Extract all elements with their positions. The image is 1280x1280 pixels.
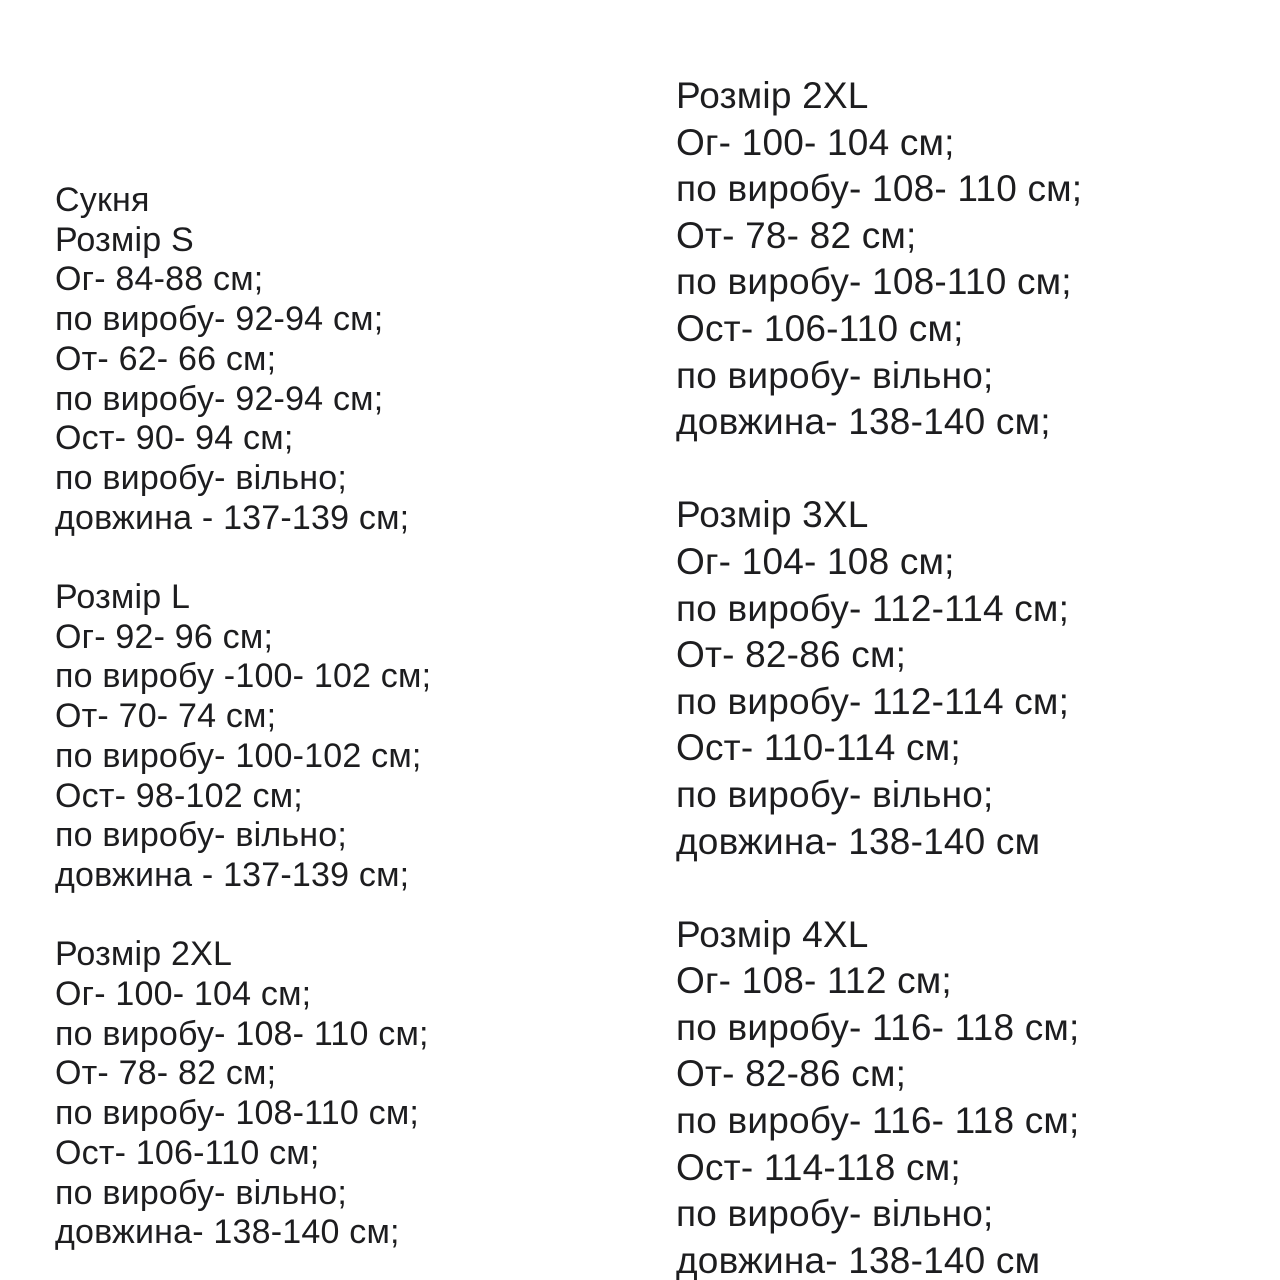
- size-block: [676, 492, 1082, 865]
- size-spec-line: От- 62- 66 см;: [55, 339, 277, 378]
- size-block: [55, 181, 431, 538]
- size-spec-line: Ост- 98-102 см;: [55, 776, 303, 815]
- size-spec-line: довжина- 138-140 см: [676, 1239, 1041, 1280]
- size-spec-line: по виробу- 116- 118 см;: [676, 1006, 1080, 1048]
- size-spec-line: по виробу- 116- 118 см;: [676, 1100, 1080, 1142]
- size-spec-line: по виробу- вільно;: [55, 816, 348, 855]
- size-block: [676, 73, 1082, 446]
- size-spec-line: Розмір L: [55, 578, 191, 617]
- size-spec-line: по виробу- 92-94 см;: [55, 379, 384, 418]
- size-spec-line: Розмір 3XL: [676, 494, 869, 536]
- size-spec-line: по виробу- вільно;: [55, 458, 348, 497]
- size-spec-line: От- 78- 82 см;: [55, 1054, 277, 1093]
- size-spec-line: Розмір S: [55, 220, 194, 259]
- size-spec-line: Ог- 108- 112 см;: [676, 960, 952, 1002]
- size-block: [55, 935, 431, 1253]
- size-spec-line: Розмір 2XL: [676, 75, 869, 116]
- size-spec-line: по виробу- вільно;: [676, 773, 994, 815]
- size-spec-line: довжина - 137-139 см;: [55, 498, 410, 537]
- size-spec-line: по виробу- 108- 110 см;: [676, 168, 1083, 210]
- size-spec-line: Розмір 2XL: [55, 935, 233, 974]
- size-chart-column-left: [55, 181, 431, 1253]
- size-block: [55, 578, 431, 896]
- size-spec-line: Ог- 92- 96 см;: [55, 617, 274, 656]
- product-title-line: Сукня: [55, 181, 150, 219]
- size-spec-line: довжина- 138-140 см;: [676, 401, 1051, 443]
- size-spec-line: по виробу- вільно;: [676, 1193, 994, 1235]
- size-spec-line: Розмір 4XL: [676, 913, 869, 955]
- size-spec-line: по виробу- 112-114 см;: [676, 587, 1070, 629]
- size-spec-line: по виробу- 108-110 см;: [55, 1094, 420, 1133]
- size-spec-line: по виробу- 112-114 см;: [676, 680, 1070, 722]
- size-spec-line: Ог- 84-88 см;: [55, 260, 264, 299]
- size-spec-line: довжина- 138-140 см: [676, 820, 1041, 862]
- size-spec-line: по виробу- вільно;: [55, 1173, 348, 1212]
- size-spec-line: Ог- 100- 104 см;: [676, 121, 955, 163]
- size-spec-line: От- 82-86 см;: [676, 634, 907, 676]
- size-spec-line: по виробу -100- 102 см;: [55, 657, 432, 696]
- size-spec-line: Ост- 114-118 см;: [676, 1146, 961, 1188]
- size-spec-line: Ост- 106-110 см;: [55, 1133, 320, 1172]
- size-spec-line: Ог- 104- 108 см;: [676, 540, 955, 582]
- size-spec-line: Ост- 106-110 см;: [676, 307, 964, 349]
- size-spec-line: по виробу- вільно;: [676, 354, 994, 396]
- size-spec-line: по виробу- 100-102 см;: [55, 736, 422, 775]
- size-spec-line: От- 82-86 см;: [676, 1053, 907, 1095]
- size-spec-line: Ог- 100- 104 см;: [55, 975, 312, 1014]
- size-spec-line: довжина- 138-140 см;: [55, 1213, 400, 1252]
- size-spec-line: довжина - 137-139 см;: [55, 855, 410, 894]
- size-block: [676, 912, 1082, 1280]
- size-spec-line: Ост- 110-114 см;: [676, 727, 961, 769]
- size-spec-line: От- 70- 74 см;: [55, 697, 277, 736]
- size-spec-line: От- 78- 82 см;: [676, 214, 917, 256]
- size-spec-line: по виробу- 108- 110 см;: [55, 1014, 429, 1053]
- size-spec-line: по виробу- 92-94 см;: [55, 300, 384, 339]
- size-spec-line: по виробу- 108-110 см;: [676, 261, 1072, 303]
- size-chart-column-right: [676, 73, 1082, 1280]
- size-spec-line: Ост- 90- 94 см;: [55, 419, 294, 458]
